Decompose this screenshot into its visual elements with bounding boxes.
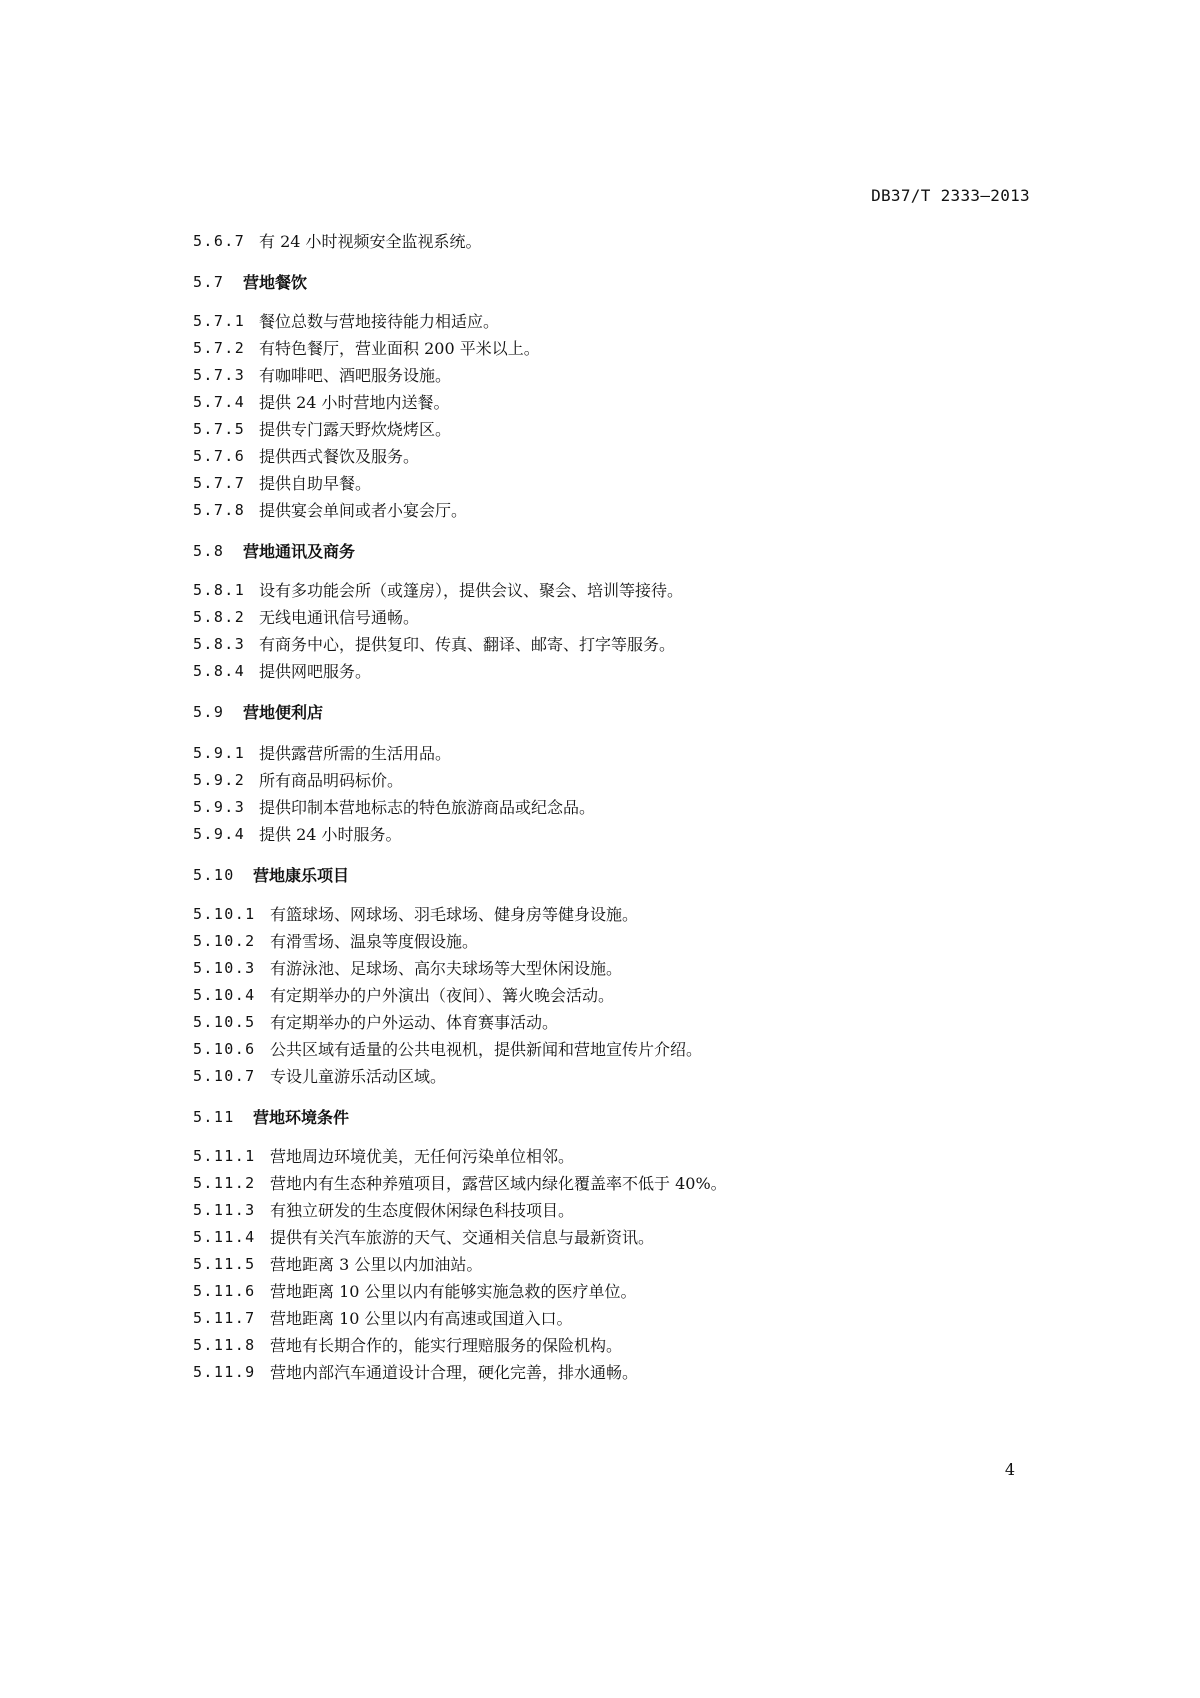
clause-number: 5.6.7	[193, 232, 246, 250]
clause-item	[193, 1224, 1033, 1251]
page-number: 4	[1004, 1460, 1015, 1479]
clause-item	[193, 470, 1033, 497]
clause-text: 提供自助早餐。	[259, 474, 372, 493]
clause-number: 5.11.8	[193, 1336, 256, 1354]
clause-number: 5.7.7	[193, 474, 246, 492]
clause-item	[193, 901, 1033, 928]
clause-text: 提供网吧服务。	[259, 662, 372, 681]
clause-item	[193, 1009, 1033, 1036]
clause-item	[193, 228, 1033, 255]
clause-item	[193, 821, 1033, 848]
clause-text: 营地有长期合作的，能实行理赔服务的保险机构。	[270, 1336, 623, 1355]
clause-number: 5.10.3	[193, 959, 256, 977]
clause-text: 有特色餐厅，营业面积 200 平米以上。	[259, 339, 540, 358]
clause-text: 有咖啡吧、酒吧服务设施。	[259, 366, 452, 385]
clause-item	[193, 1332, 1033, 1359]
clause-number: 5.10.4	[193, 986, 256, 1004]
clause-text: 营地内有生态种养殖项目，露营区域内绿化覆盖率不低于 40%。	[270, 1174, 727, 1193]
clause-text: 无线电通讯信号通畅。	[259, 608, 420, 627]
clause-number: 5.7.8	[193, 501, 246, 519]
clause-item	[193, 955, 1033, 982]
clause-number: 5.7.5	[193, 420, 246, 438]
clause-item	[193, 1197, 1033, 1224]
clause-item	[193, 794, 1033, 821]
clause-item	[193, 1305, 1033, 1332]
clause-item	[193, 389, 1033, 416]
clause-text: 提供 24 小时服务。	[259, 825, 402, 844]
clause-number: 5.9.1	[193, 744, 246, 762]
clause-item	[193, 1278, 1033, 1305]
clause-item	[193, 416, 1033, 443]
section-heading	[193, 269, 1033, 296]
clause-item	[193, 335, 1033, 362]
clause-item	[193, 1143, 1033, 1170]
clause-number: 5.7.3	[193, 366, 246, 384]
document-body	[193, 228, 1033, 1386]
clause-text: 有独立研发的生态度假休闲绿色科技项目。	[270, 1201, 575, 1220]
section-number: 5.9	[193, 703, 225, 721]
clause-number: 5.7.2	[193, 339, 246, 357]
clause-text: 提供露营所需的生活用品。	[259, 744, 452, 763]
clause-number: 5.10.7	[193, 1067, 256, 1085]
clause-number: 5.11.9	[193, 1363, 256, 1381]
clause-item	[193, 1063, 1033, 1090]
clause-text: 有定期举办的户外运动、体育赛事活动。	[270, 1013, 559, 1032]
section-number: 5.11	[193, 1108, 235, 1126]
clause-item	[193, 767, 1033, 794]
section-title: 营地餐饮	[243, 273, 308, 292]
clause-number: 5.8.2	[193, 608, 246, 626]
clause-item	[193, 658, 1033, 685]
clause-text: 提供西式餐饮及服务。	[259, 447, 420, 466]
section-title: 营地环境条件	[253, 1108, 350, 1127]
clause-item	[193, 604, 1033, 631]
clause-text: 公共区域有适量的公共电视机，提供新闻和营地宣传片介绍。	[270, 1040, 703, 1059]
clause-number: 5.10.6	[193, 1040, 256, 1058]
clause-text: 提供有关汽车旅游的天气、交通相关信息与最新资讯。	[270, 1228, 655, 1247]
clause-number: 5.9.3	[193, 798, 246, 816]
clause-text: 有 24 小时视频安全监视系统。	[259, 232, 482, 251]
clause-number: 5.7.4	[193, 393, 246, 411]
clause-item	[193, 443, 1033, 470]
section-heading	[193, 1104, 1033, 1131]
clause-text: 营地内部汽车通道设计合理，硬化完善，排水通畅。	[270, 1363, 639, 1382]
clause-item	[193, 577, 1033, 604]
clause-item	[193, 497, 1033, 524]
clause-number: 5.11.7	[193, 1309, 256, 1327]
section-number: 5.7	[193, 273, 225, 291]
clause-text: 营地距离 3 公里以内加油站。	[270, 1255, 483, 1274]
document-code: DB37/T 2333—2013	[871, 186, 1030, 205]
clause-text: 专设儿童游乐活动区域。	[270, 1067, 447, 1086]
clause-number: 5.10.2	[193, 932, 256, 950]
clause-text: 有商务中心，提供复印、传真、翻译、邮寄、打字等服务。	[259, 635, 676, 654]
clause-number: 5.9.2	[193, 771, 246, 789]
clause-item	[193, 740, 1033, 767]
clause-text: 提供专门露天野炊烧烤区。	[259, 420, 452, 439]
section-heading	[193, 538, 1033, 565]
clause-text: 营地距离 10 公里以内有能够实施急救的医疗单位。	[270, 1282, 637, 1301]
clause-text: 有滑雪场、温泉等度假设施。	[270, 932, 479, 951]
clause-text: 设有多功能会所（或篷房），提供会议、聚会、培训等接待。	[259, 581, 684, 600]
clause-number: 5.7.1	[193, 312, 246, 330]
clause-item	[193, 1036, 1033, 1063]
clause-number: 5.11.2	[193, 1174, 256, 1192]
clause-number: 5.11.5	[193, 1255, 256, 1273]
clause-text: 提供宴会单间或者小宴会厅。	[259, 501, 468, 520]
section-title: 营地康乐项目	[253, 866, 350, 885]
section-number: 5.10	[193, 866, 235, 884]
clause-number: 5.11.1	[193, 1147, 256, 1165]
clause-item	[193, 1359, 1033, 1386]
clause-text: 所有商品明码标价。	[259, 771, 404, 790]
clause-text: 营地周边环境优美，无任何污染单位相邻。	[270, 1147, 575, 1166]
clause-number: 5.8.3	[193, 635, 246, 653]
clause-item	[193, 928, 1033, 955]
clause-text: 有定期举办的户外演出（夜间）、篝火晚会活动。	[270, 986, 615, 1005]
clause-text: 提供 24 小时营地内送餐。	[259, 393, 450, 412]
clause-number: 5.8.4	[193, 662, 246, 680]
clause-text: 营地距离 10 公里以内有高速或国道入口。	[270, 1309, 573, 1328]
section-heading	[193, 699, 1033, 726]
clause-item	[193, 362, 1033, 389]
clause-number: 5.8.1	[193, 581, 246, 599]
section-heading	[193, 862, 1033, 889]
section-title: 营地通讯及商务	[243, 542, 356, 561]
clause-number: 5.9.4	[193, 825, 246, 843]
section-number: 5.8	[193, 542, 225, 560]
section-title: 营地便利店	[243, 703, 324, 722]
clause-item	[193, 308, 1033, 335]
clause-text: 提供印制本营地标志的特色旅游商品或纪念品。	[259, 798, 596, 817]
clause-number: 5.11.4	[193, 1228, 256, 1246]
clause-number: 5.10.5	[193, 1013, 256, 1031]
clause-item	[193, 1170, 1033, 1197]
clause-number: 5.7.6	[193, 447, 246, 465]
clause-text: 有篮球场、网球场、羽毛球场、健身房等健身设施。	[270, 905, 639, 924]
clause-item	[193, 631, 1033, 658]
clause-number: 5.10.1	[193, 905, 256, 923]
clause-item	[193, 982, 1033, 1009]
clause-item	[193, 1251, 1033, 1278]
clause-number: 5.11.3	[193, 1201, 256, 1219]
clause-text: 有游泳池、足球场、高尔夫球场等大型休闲设施。	[270, 959, 623, 978]
clause-text: 餐位总数与营地接待能力相适应。	[259, 312, 500, 331]
clause-number: 5.11.6	[193, 1282, 256, 1300]
